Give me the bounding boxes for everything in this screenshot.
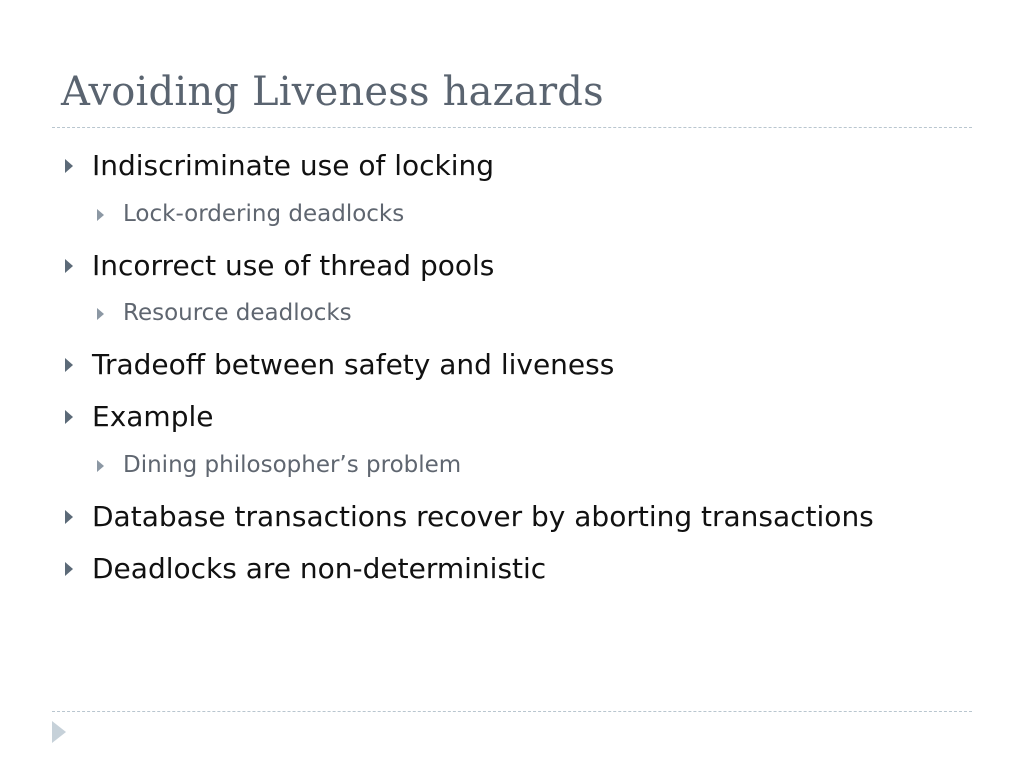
next-slide-icon[interactable] (52, 721, 66, 743)
bullet-item (92, 149, 495, 182)
bullet-text: Example (92, 400, 214, 433)
slide-title: Avoiding Liveness hazards (61, 69, 604, 115)
bullet-text: Incorrect use of thread pools (92, 249, 495, 282)
bullet-marker-icon (65, 410, 73, 424)
bullet-marker-icon (65, 510, 73, 524)
bullet-text: Database transactions recover by aborting transactions (92, 500, 874, 533)
bullet-text: Deadlocks are non-deterministic (92, 552, 547, 585)
bullet-item (92, 400, 214, 433)
bullet-marker-icon (65, 358, 73, 372)
bullet-text: Indiscriminate use of locking (92, 149, 495, 182)
sub-bullet-text: Lock-ordering deadlocks (123, 201, 405, 227)
sub-bullet-marker-icon (97, 308, 104, 320)
footer-divider (52, 711, 972, 712)
sub-bullet-item (123, 454, 461, 477)
bullet-marker-icon (65, 562, 73, 576)
bullet-marker-icon (65, 259, 73, 273)
sub-bullet-item (123, 203, 404, 226)
bullet-item (92, 249, 495, 282)
bullet-marker-icon (65, 159, 73, 173)
bullet-item (92, 348, 615, 381)
sub-bullet-text: Dining philosopher’s problem (123, 452, 462, 478)
bullet-item (92, 552, 547, 585)
bullet-item (92, 500, 874, 533)
sub-bullet-text: Resource deadlocks (123, 300, 352, 326)
sub-bullet-marker-icon (97, 460, 104, 472)
sub-bullet-marker-icon (97, 209, 104, 221)
sub-bullet-item (123, 302, 352, 325)
bullet-text: Tradeoff between safety and liveness (92, 348, 615, 381)
